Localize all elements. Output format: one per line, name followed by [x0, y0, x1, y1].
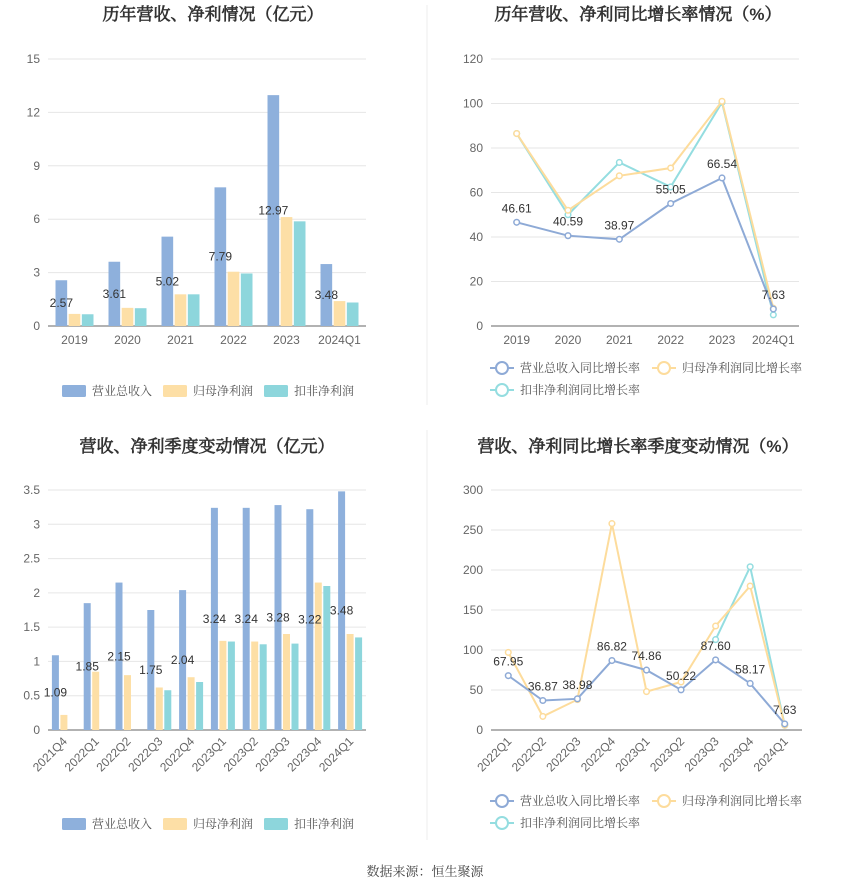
chart-1-xtick: 2019: [503, 333, 531, 347]
chart-3-xtick: 2023Q3: [681, 734, 722, 775]
chart-1-title: 历年营收、净利同比增长率情况（%）: [494, 5, 782, 24]
chart-1-data-label: 40.59: [552, 214, 584, 229]
chart-1-line-0: [517, 178, 774, 309]
chart-0-data-label: 2.57: [49, 296, 74, 311]
chart-0-legend-swatch-2: [264, 385, 288, 397]
chart-0-legend-label: 扣非净利润: [294, 384, 355, 398]
chart-1-ytick: 80: [469, 141, 483, 155]
chart-1-data-label: 38.97: [604, 218, 635, 233]
chart-0-xtick: 2020: [114, 333, 141, 347]
chart-1-point-1: [668, 165, 674, 171]
chart-3-point-1: [540, 714, 546, 720]
chart-1-data-label: 66.54: [706, 156, 738, 171]
chart-0-legend-label: 营业总收入: [92, 384, 153, 398]
chart-2-bar-1: [283, 634, 290, 730]
chart-2-bar-1: [347, 634, 354, 730]
chart-2-xtick: 2023Q3: [252, 734, 293, 775]
chart-0-bar-2: [294, 221, 306, 326]
chart-3-ytick: 300: [462, 483, 483, 497]
chart-1-point-0: [719, 175, 725, 181]
chart-1-point-0: [668, 201, 674, 207]
chart-0-bar-2: [241, 273, 253, 326]
chart-1-ytick: 60: [469, 185, 483, 200]
chart-2-bar-1: [219, 641, 226, 730]
chart-3-data-label: 74.86: [631, 649, 662, 664]
chart-0-bar-2: [188, 294, 200, 326]
chart-1-ytick: 120: [462, 52, 483, 66]
chart-1-legend-label: 扣非净利润同比增长率: [520, 383, 641, 397]
chart-2-legend-swatch-0: [62, 818, 86, 830]
chart-3-ytick: 0: [476, 723, 483, 737]
chart-3-ytick: 100: [462, 643, 483, 657]
chart-2-ytick: 3: [33, 517, 40, 532]
chart-2-xtick: 2023Q1: [188, 734, 230, 775]
chart-1-legend-marker-0: [496, 362, 508, 374]
chart-2-bar-2: [228, 642, 235, 730]
chart-2-xtick: 2023Q2: [220, 734, 261, 775]
chart-0-bar-2: [82, 314, 94, 326]
chart-3-legend-marker-2: [496, 817, 508, 829]
chart-1-point-1: [565, 208, 571, 214]
chart-1-xtick: 2020: [554, 333, 582, 347]
chart-3-point-0: [747, 681, 753, 687]
chart-2-xtick: 2024Q1: [316, 734, 357, 775]
chart-0-xtick: 2021: [167, 333, 194, 347]
chart-1-ytick: 0: [476, 319, 483, 333]
chart-3-ytick: 250: [462, 523, 483, 537]
chart-0-ytick: 12: [26, 105, 40, 120]
chart-3-legend-marker-1: [658, 795, 670, 807]
chart-3-point-1: [609, 521, 615, 527]
chart-2-xtick: 2022Q4: [157, 734, 198, 775]
chart-3-xtick: 2023Q1: [612, 734, 653, 775]
chart-3-point-0: [505, 673, 511, 679]
chart-2-bar-2: [164, 690, 171, 730]
chart-3-point-1: [713, 623, 719, 629]
chart-3-point-0: [782, 721, 788, 727]
chart-2-ytick: 1: [33, 654, 40, 669]
chart-0-xtick: 2024Q1: [318, 333, 361, 347]
chart-2-data-label: 3.22: [298, 612, 322, 627]
chart-1-point-1: [617, 173, 623, 179]
chart-0-legend-swatch-0: [62, 385, 86, 397]
chart-3-legend-label: 营业总收入同比增长率: [520, 794, 641, 808]
chart-3-data-label: 58.17: [735, 662, 766, 677]
chart-3-data-label: 67.95: [493, 654, 524, 669]
chart-3-xtick: 2024Q1: [750, 734, 791, 775]
chart-1-point-2: [617, 160, 623, 166]
chart-2-ytick: 1.5: [23, 620, 40, 635]
chart-2-xtick: 2022Q1: [61, 734, 102, 775]
chart-0-bar-2: [347, 303, 359, 326]
chart-3-legend-marker-0: [496, 795, 508, 807]
chart-1-legend-label: 营业总收入同比增长率: [520, 361, 641, 375]
chart-3-legend-label: 扣非净利润同比增长率: [520, 816, 641, 830]
chart-1-point-1: [514, 131, 520, 137]
chart-0-xtick: 2019: [61, 333, 88, 347]
chart-0-bar-1: [334, 301, 346, 326]
chart-2-bar-1: [60, 715, 67, 730]
chart-0-bar-1: [228, 272, 240, 326]
chart-2-data-label: 3.24: [234, 611, 258, 626]
chart-2-title: 营收、净利季度变动情况（亿元）: [79, 437, 335, 456]
chart-3-legend-label: 归母净利润同比增长率: [682, 794, 803, 808]
chart-3-xtick: 2022Q4: [577, 734, 619, 775]
chart-0-data-label: 5.02: [155, 274, 180, 289]
chart-1-legend-marker-2: [496, 384, 508, 396]
chart-1-data-label: 55.05: [655, 182, 686, 197]
chart-2-bar-2: [355, 637, 362, 730]
chart-2-bar-2: [196, 682, 203, 730]
chart-3-point-0: [713, 657, 719, 663]
chart-3-point-0: [575, 696, 581, 702]
chart-2-legend-swatch-1: [163, 818, 187, 830]
chart-2-bar-2: [260, 644, 267, 730]
chart-0-title: 历年营收、净利情况（亿元）: [102, 5, 324, 24]
chart-1-data-label: 46.61: [501, 201, 532, 216]
chart-3-point-2: [747, 564, 753, 570]
chart-3-xtick: 2022Q2: [508, 734, 549, 775]
chart-1-point-0: [565, 233, 571, 239]
chart-1-xtick: 2021: [605, 333, 633, 347]
chart-2-bar-2: [291, 644, 298, 730]
chart-2-bar-1: [251, 642, 258, 730]
chart-0-ytick: 3: [33, 265, 40, 280]
chart-1-point-0: [771, 306, 777, 312]
chart-1-ytick: 100: [462, 96, 483, 111]
chart-3-point-0: [678, 687, 684, 693]
chart-0-data-label: 3.48: [314, 288, 339, 303]
chart-2-data-label: 3.48: [329, 603, 354, 618]
chart-1-legend-marker-1: [658, 362, 670, 374]
chart-3-point-0: [644, 667, 650, 673]
chart-2-bar-1: [92, 672, 99, 730]
chart-1-line-1: [517, 101, 774, 308]
chart-2-data-label: 2.04: [170, 653, 195, 668]
chart-2-ytick: 2: [33, 585, 40, 600]
chart-2-data-label: 2.15: [107, 649, 131, 664]
chart-3-data-label: 7.63: [773, 702, 797, 717]
chart-2-xtick: 2021Q4: [29, 734, 71, 775]
chart-3-data-label: 50.22: [666, 668, 697, 683]
chart-3-point-0: [609, 658, 615, 664]
chart-1-xtick: 2023: [708, 333, 736, 347]
chart-0-data-label: 3.61: [102, 286, 127, 301]
chart-0-bar-1: [69, 314, 81, 326]
chart-1-point-0: [514, 219, 520, 225]
chart-2-bar-1: [124, 675, 131, 730]
chart-2-xtick: 2022Q3: [125, 734, 166, 775]
chart-3-xtick: 2022Q1: [474, 734, 515, 775]
chart-3-point-1: [747, 583, 753, 589]
chart-2-legend-label: 营业总收入: [92, 817, 153, 831]
chart-0-ytick: 15: [26, 52, 40, 66]
chart-0-legend-label: 归母净利润: [193, 384, 254, 398]
chart-2-bar-1: [188, 677, 195, 730]
chart-3-xtick: 2023Q4: [716, 734, 757, 775]
chart-0-data-label: 12.97: [258, 203, 289, 218]
chart-0-bar-1: [122, 308, 134, 326]
chart-2-data-label: 1.75: [139, 663, 163, 677]
chart-3-data-label: 38.98: [562, 677, 593, 692]
chart-3-ytick: 50: [469, 683, 483, 697]
chart-2-legend-label: 扣非净利润: [294, 817, 355, 831]
chart-0-bar-2: [135, 308, 147, 326]
chart-2-data-label: 1.09: [43, 685, 68, 700]
chart-3-data-label: 86.82: [596, 639, 627, 654]
chart-0-xtick: 2023: [273, 333, 300, 347]
chart-3-data-label: 36.87: [527, 679, 558, 694]
chart-3-xtick: 2022Q3: [543, 734, 584, 775]
chart-2-xtick: 2022Q2: [93, 734, 134, 775]
chart-0-bar-1: [281, 217, 293, 326]
chart-3-ytick: 150: [462, 603, 483, 617]
chart-0-legend-swatch-1: [163, 385, 187, 397]
chart-0-ytick: 9: [33, 158, 40, 173]
chart-3-xtick: 2023Q2: [647, 734, 688, 775]
chart-2-bar-1: [315, 583, 322, 730]
chart-3-title: 营收、净利同比增长率季度变动情况（%）: [477, 437, 799, 456]
chart-2-ytick: 0.5: [23, 688, 40, 703]
chart-1-point-1: [719, 98, 725, 104]
chart-2-data-label: 3.24: [202, 611, 227, 626]
chart-1-point-0: [617, 236, 623, 242]
chart-2-ytick: 3.5: [23, 483, 40, 497]
chart-1-xtick: 2022: [657, 333, 685, 347]
chart-0-xtick: 2022: [220, 333, 247, 347]
chart-1-legend-label: 归母净利润同比增长率: [682, 361, 803, 375]
chart-0-ytick: 6: [33, 212, 40, 227]
chart-2-ytick: 2.5: [23, 551, 40, 566]
chart-3-point-1: [644, 689, 650, 695]
chart-1-xtick: 2024Q1: [751, 333, 795, 347]
chart-0-ytick: 0: [33, 319, 40, 333]
chart-0-bar-1: [175, 294, 187, 326]
chart-3-point-0: [540, 698, 546, 704]
chart-2-legend-swatch-2: [264, 818, 288, 830]
chart-1-ytick: 40: [469, 230, 483, 244]
chart-1-point-2: [771, 312, 777, 318]
chart-2-data-label: 3.28: [266, 610, 290, 625]
chart-3-ytick: 200: [462, 563, 483, 577]
chart-3-data-label: 87.60: [700, 638, 731, 653]
source-label: 数据来源：恒生聚源: [366, 864, 484, 879]
chart-2-legend-label: 归母净利润: [193, 817, 254, 831]
chart-1-data-label: 7.63: [761, 288, 786, 303]
chart-2-ytick: 0: [33, 723, 40, 737]
chart-2-data-label: 1.85: [75, 659, 99, 674]
chart-0-data-label: 7.79: [208, 249, 233, 264]
chart-2-xtick: 2023Q4: [284, 734, 325, 775]
chart-2-bar-1: [156, 687, 163, 730]
chart-1-ytick: 20: [469, 274, 483, 289]
